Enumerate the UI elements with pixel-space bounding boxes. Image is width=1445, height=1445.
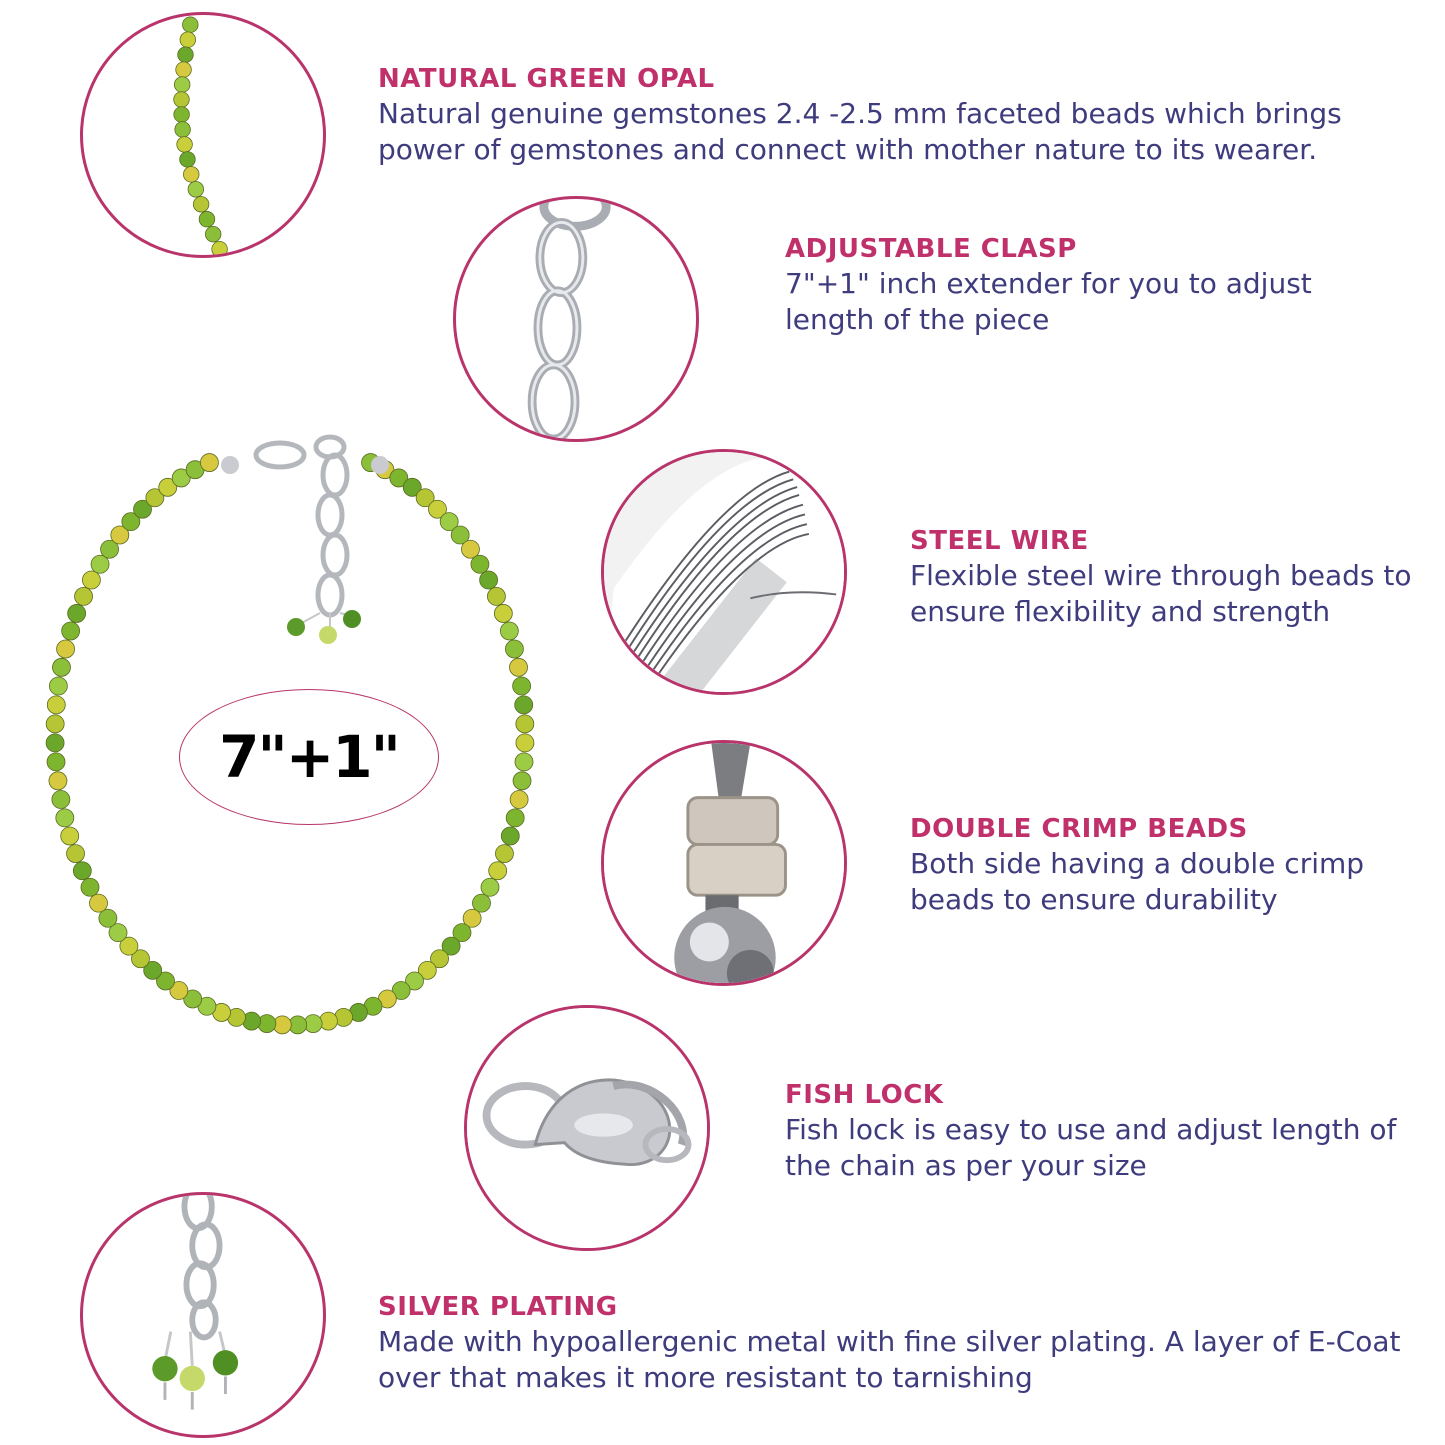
- bead: [75, 587, 93, 605]
- bead: [489, 862, 507, 880]
- steel-wire-image: [601, 449, 847, 695]
- bead: [180, 152, 196, 168]
- bead: [487, 587, 505, 605]
- feature-text: Made with hypoallergenic metal with fine silver plating. A layer of E-Coat over that makes it more resistant to tarnishing: [378, 1325, 1401, 1394]
- feature-text: Fish lock is easy to use and adjust length of the chain as per your size: [785, 1113, 1397, 1182]
- feature-title: ADJUSTABLE CLASP: [785, 234, 1077, 264]
- bead: [515, 696, 533, 714]
- bead: [46, 734, 64, 752]
- bead: [471, 555, 489, 573]
- bead: [513, 772, 531, 790]
- gemstone-beads-image: [80, 12, 326, 258]
- bead: [90, 894, 108, 912]
- size-label: 7"+1": [219, 723, 399, 791]
- bead: [180, 32, 196, 48]
- bead: [481, 878, 499, 896]
- feature-text: 7"+1" inch extender for you to adjust length of the piece: [785, 267, 1312, 336]
- bead: [199, 211, 215, 227]
- crimp-beads-image: [601, 740, 847, 986]
- bead: [174, 92, 190, 108]
- bead: [82, 571, 100, 589]
- size-badge: [179, 689, 439, 825]
- bead: [513, 677, 531, 695]
- bead: [183, 167, 199, 183]
- feature-title: DOUBLE CRIMP BEADS: [910, 814, 1248, 844]
- bead: [47, 696, 65, 714]
- bead: [174, 77, 190, 93]
- feature-title: FISH LOCK: [785, 1080, 944, 1110]
- bead: [183, 17, 199, 33]
- bead: [212, 241, 228, 255]
- bead: [188, 182, 204, 198]
- bead: [506, 809, 524, 827]
- bead: [52, 790, 70, 808]
- bead: [193, 196, 209, 212]
- bead: [175, 122, 191, 138]
- bead: [49, 772, 67, 790]
- lobster-clasp-image: [464, 1005, 710, 1251]
- bead: [515, 753, 533, 771]
- bead: [56, 809, 74, 827]
- feature-title: NATURAL GREEN OPAL: [378, 64, 715, 94]
- bead: [510, 658, 528, 676]
- bead: [62, 622, 80, 640]
- feature-natural-green-opal: [378, 62, 1428, 168]
- bead: [505, 640, 523, 658]
- feature-text: Natural genuine gemstones 2.4 -2.5 mm faceted beads which brings power of gemstones and connect with mother nature to its wearer.: [378, 97, 1342, 166]
- feature-title: SILVER PLATING: [378, 1292, 618, 1322]
- bead: [500, 622, 518, 640]
- bead: [49, 677, 67, 695]
- bead: [501, 827, 519, 845]
- feature-text: Both side having a double crimp beads to ensure durability: [910, 847, 1365, 916]
- feature-silver-plating: [378, 1290, 1418, 1396]
- bead: [174, 107, 190, 123]
- bead: [61, 827, 79, 845]
- bead: [67, 845, 85, 863]
- feature-title: STEEL WIRE: [910, 526, 1089, 556]
- bead: [47, 753, 65, 771]
- bead: [52, 658, 70, 676]
- feature-fish-lock: [785, 1078, 1425, 1184]
- feature-steel-wire: [910, 524, 1430, 630]
- bead: [46, 715, 64, 733]
- bead: [510, 790, 528, 808]
- bead: [205, 226, 221, 242]
- bead: [495, 845, 513, 863]
- bead: [81, 878, 99, 896]
- feature-adjustable-clasp: [785, 232, 1405, 338]
- bead: [516, 715, 534, 733]
- extender-chain-image: [453, 196, 699, 442]
- bead: [480, 571, 498, 589]
- bead: [494, 604, 512, 622]
- bead: [200, 454, 218, 472]
- bead: [177, 137, 193, 153]
- bead: [68, 604, 86, 622]
- bead: [178, 47, 194, 63]
- bead: [57, 640, 75, 658]
- feature-double-crimp-beads: [910, 812, 1430, 918]
- feature-text: Flexible steel wire through beads to ensure flexibility and strength: [910, 559, 1412, 628]
- charm-dangles-image: [80, 1192, 326, 1438]
- bead: [516, 734, 534, 752]
- bead: [176, 62, 192, 78]
- bead: [73, 862, 91, 880]
